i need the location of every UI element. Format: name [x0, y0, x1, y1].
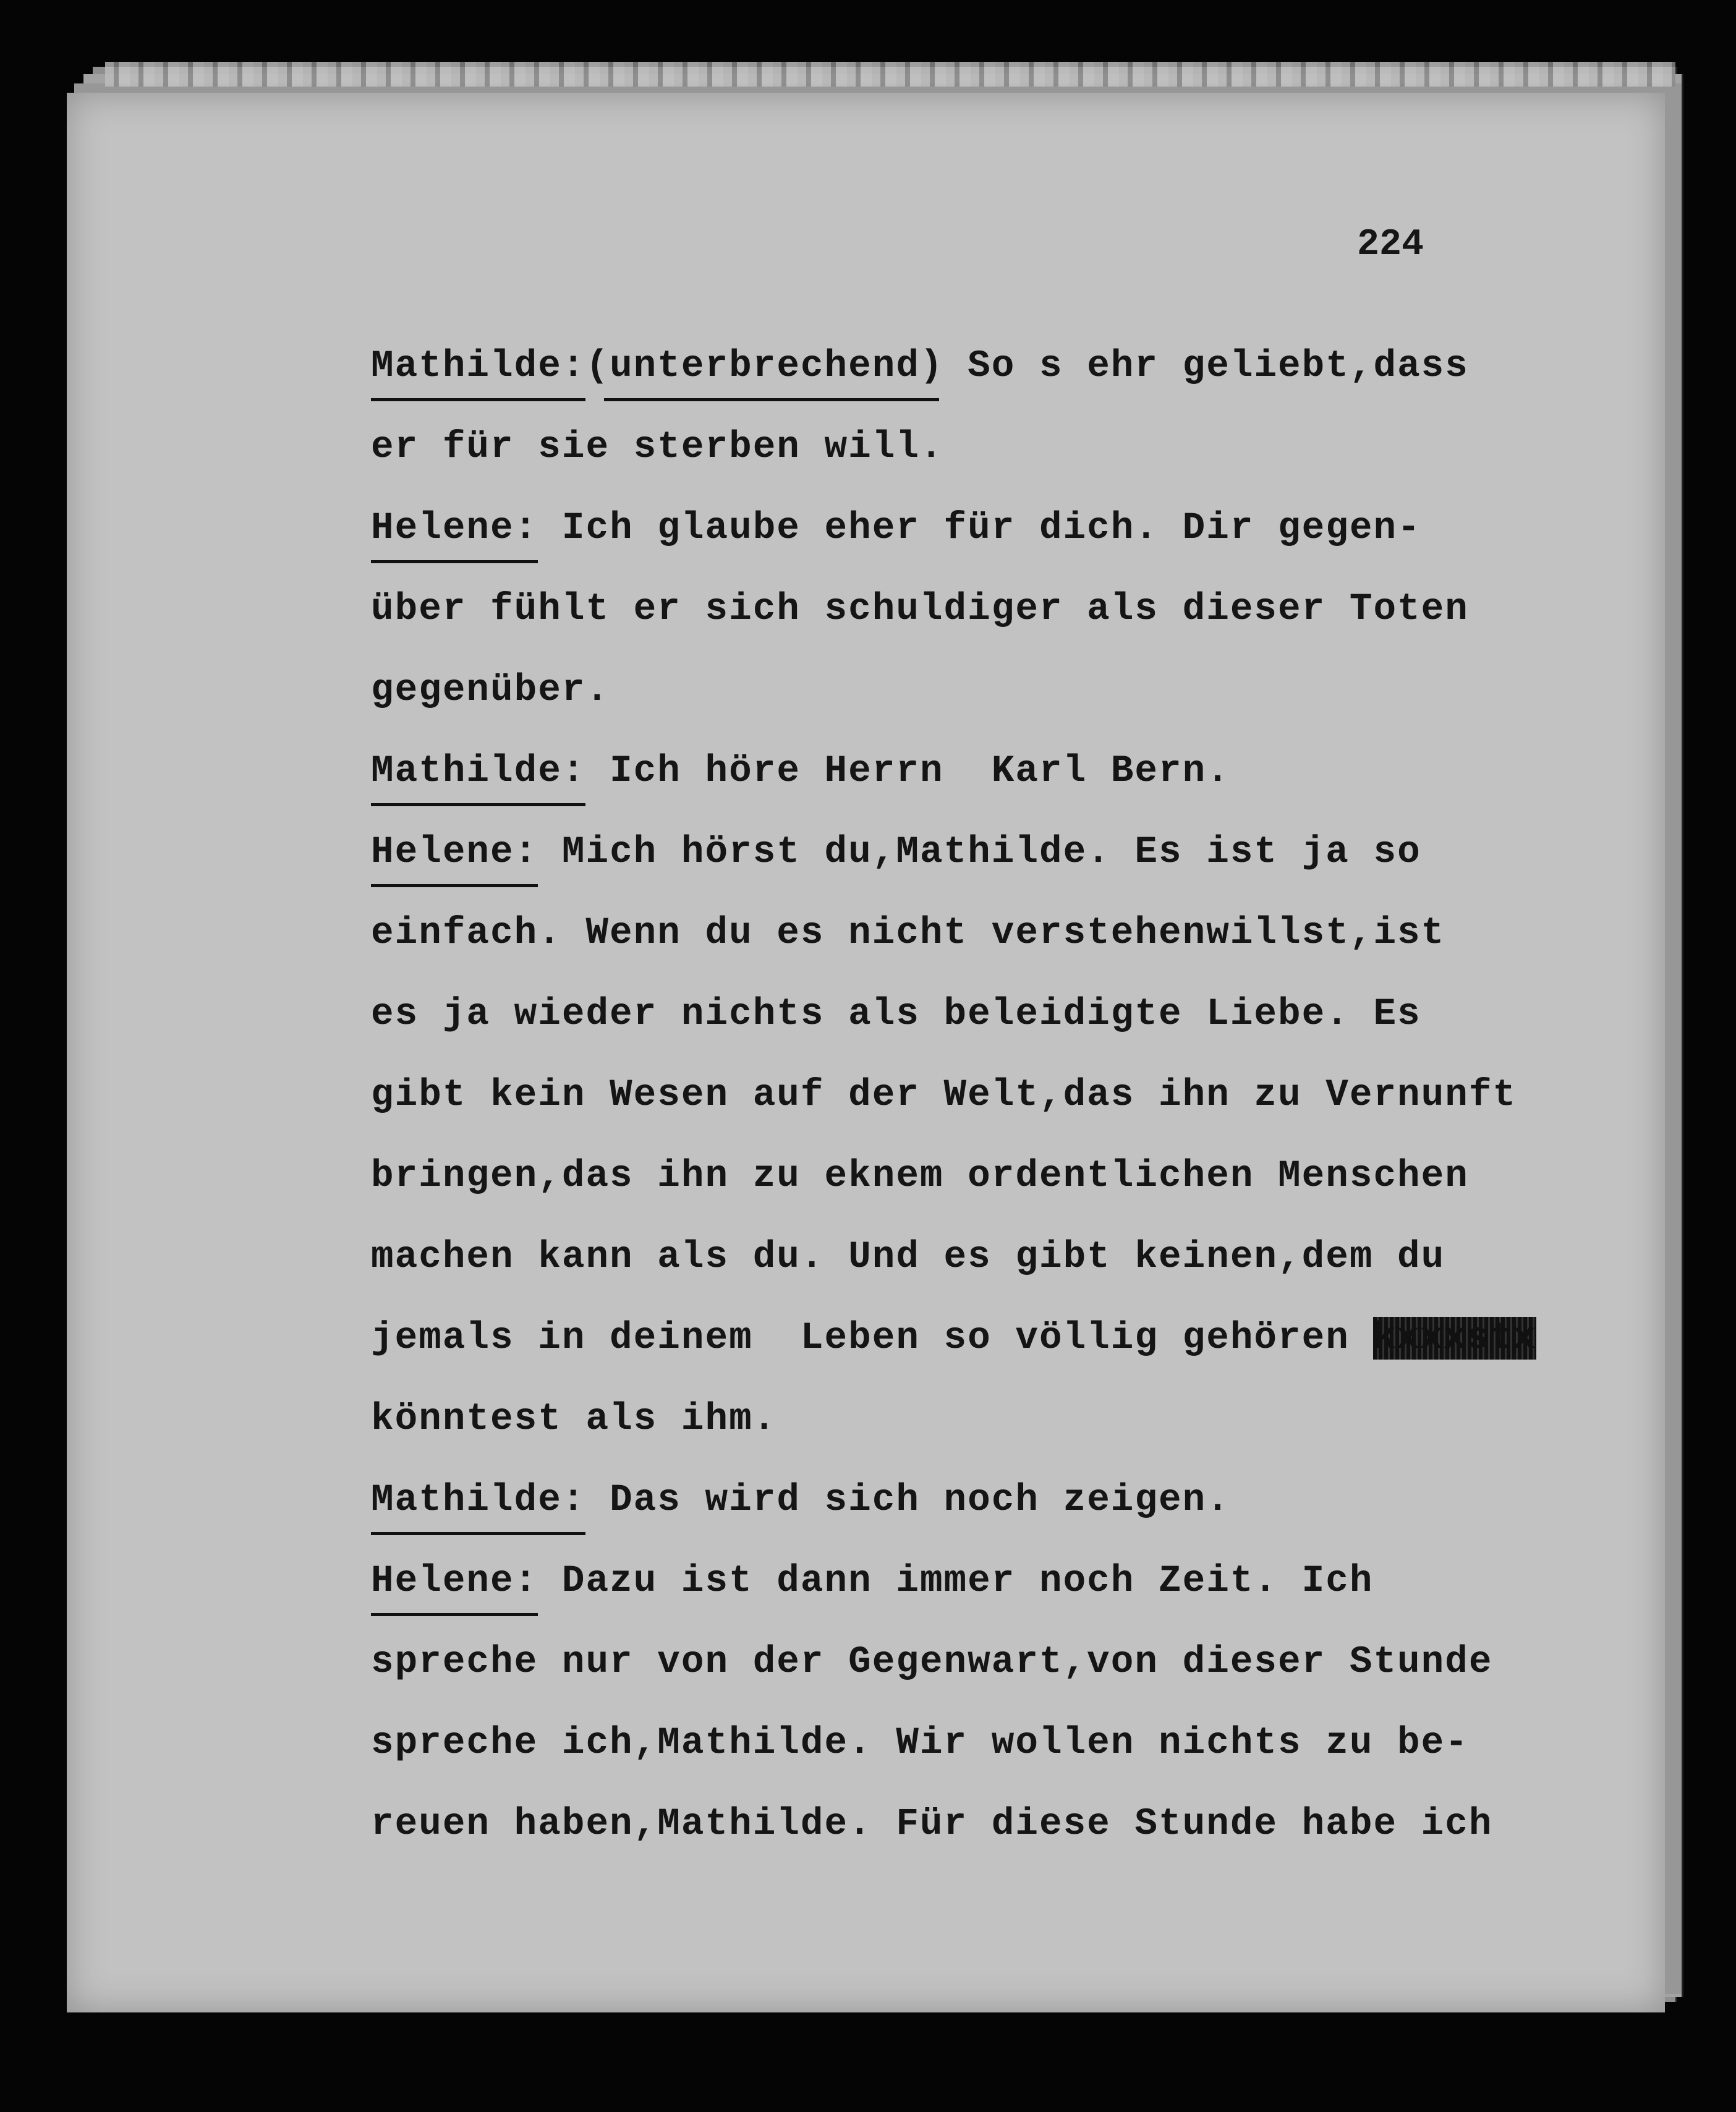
text-line: [371, 1392, 1595, 1473]
line-text: über fühlt er sich schuldiger als dieser Toten: [371, 588, 1469, 631]
struck-out-text: kxxxstx: [1373, 1317, 1536, 1360]
text-line: [371, 825, 1595, 906]
text-line: [371, 420, 1595, 501]
text-line: [371, 1797, 1595, 1878]
line-text: spreche ich,Mathilde. Wir wollen nichts zu be-: [371, 1722, 1469, 1765]
line-text: gegenüber.: [371, 669, 610, 712]
line-text: es ja wieder nichts als beleidigte Liebe. Es: [371, 993, 1421, 1036]
text-line: [371, 1716, 1595, 1797]
line-text: Dazu ist dann immer noch Zeit. Ich: [538, 1560, 1374, 1603]
text-line: [371, 1311, 1595, 1392]
line-text: Mich hörst du,Mathilde. Es ist ja so: [538, 831, 1421, 874]
text-line: [371, 987, 1595, 1068]
line-text: machen kann als du. Und es gibt keinen,dem du: [371, 1236, 1445, 1279]
speaker-label: Helene:: [371, 1560, 538, 1603]
line-text: er für sie sterben will.: [371, 426, 944, 469]
stacked-page-edges: [105, 62, 1675, 87]
line-text: gibt kein Wesen auf der Welt,das ihn zu Vernunft: [371, 1074, 1517, 1117]
text-line: [371, 1230, 1595, 1311]
text-line: [371, 339, 1595, 420]
speaker-label: Mathilde:: [371, 750, 586, 793]
line-text: Ich höre Herrn Karl Bern.: [585, 750, 1230, 793]
line-text: Ich glaube eher für dich. Dir gegen-: [538, 507, 1421, 550]
line-text: spreche nur von der Gegenwart,von dieser Stunde: [371, 1641, 1493, 1684]
text-line: [371, 1068, 1595, 1149]
line-text: Das wird sich noch zeigen.: [585, 1479, 1230, 1522]
text-line: [371, 906, 1595, 987]
speaker-label: Mathilde:: [371, 345, 586, 388]
speaker-label: Mathilde:: [371, 1479, 586, 1522]
text-line: [371, 1149, 1595, 1230]
dialogue-text: [371, 339, 1595, 1878]
speaker-label: Helene:: [371, 831, 538, 874]
line-text: einfach. Wenn du es nicht verstehenwillst,ist: [371, 912, 1445, 955]
text-line: [371, 582, 1595, 663]
line-text: So s ehr geliebt,dass: [943, 345, 1469, 388]
stage-direction: (unterbrechend): [585, 345, 944, 388]
text-line: [371, 1554, 1595, 1635]
line-text: jemals in deinem Leben so völlig gehören: [371, 1317, 1374, 1360]
text-line: [371, 501, 1595, 582]
text-line: [371, 663, 1595, 744]
line-text: reuen haben,Mathilde. Für diese Stunde habe ich: [371, 1803, 1493, 1846]
text-line: [371, 1473, 1595, 1554]
line-text: bringen,das ihn zu eknem ordentlichen Menschen: [371, 1155, 1469, 1198]
line-text: könntest als ihm.: [371, 1398, 777, 1441]
page-number: 224: [1357, 224, 1424, 266]
text-line: [371, 744, 1595, 825]
text-line: [371, 1635, 1595, 1716]
speaker-label: Helene:: [371, 507, 538, 550]
